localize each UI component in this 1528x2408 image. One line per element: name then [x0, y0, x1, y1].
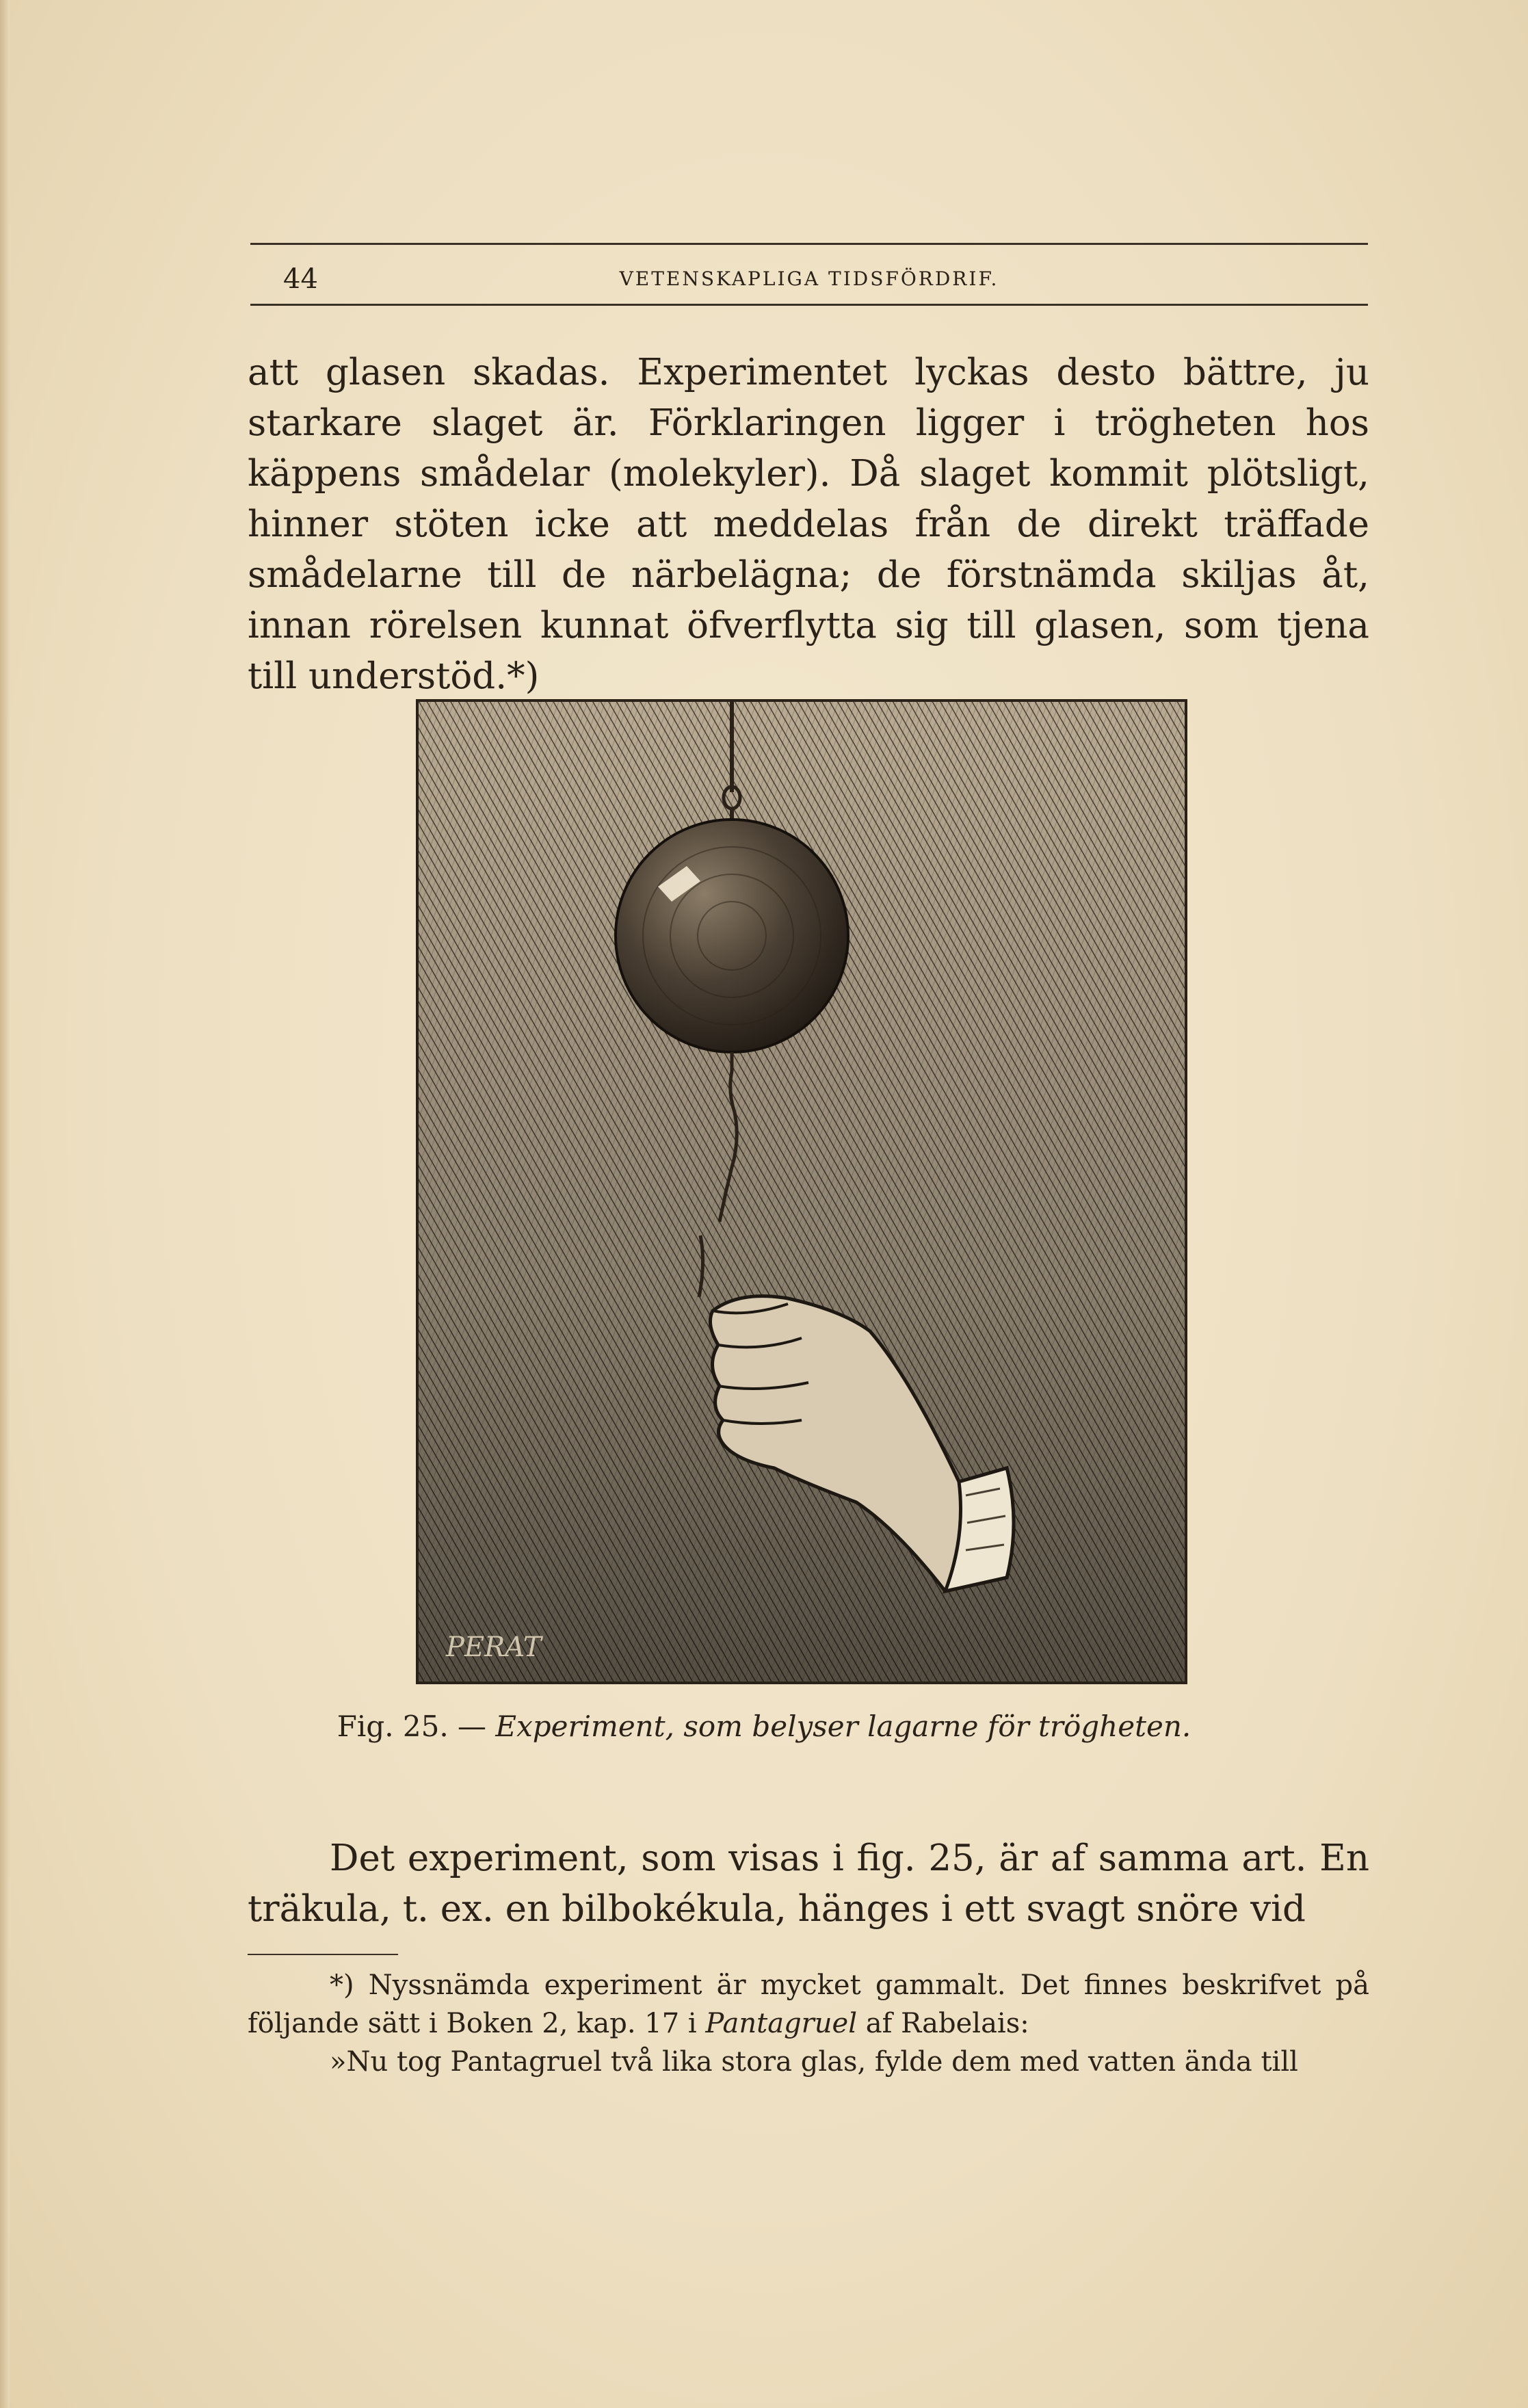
footnote-rule: [248, 1954, 398, 1955]
running-title: VETENSKAPLIGA TIDSFÖRDRIF.: [619, 267, 999, 290]
engraver-signature: PERAT: [446, 1632, 542, 1663]
footnotes: [248, 1966, 1369, 2081]
engraving-illustration: [419, 702, 1185, 1681]
caption-text: Experiment, som belyser lagarne för trögheten.: [495, 1710, 1191, 1743]
footnote-after-title: af Rabelais:: [857, 2008, 1029, 2039]
footnote-text: *) Nyssnämda experiment är mycket gammalt. Det finnes beskrifvet på följande sätt i Boken 2, kap. 17 i: [248, 1969, 1369, 2039]
footnote-work-title: Pantagruel: [705, 2008, 858, 2039]
figure-25-engraving: [416, 699, 1187, 1684]
page-edge: [0, 0, 10, 2408]
page-number: 44: [283, 263, 318, 295]
caption-label: Fig. 25. —: [337, 1710, 496, 1743]
paragraph-1: [248, 348, 1369, 702]
footnote-1: [248, 1966, 1369, 2043]
paragraph-2: [248, 1833, 1369, 1935]
page-header: [250, 259, 1368, 300]
paragraph-1-text: att glasen skadas. Experimentet lyckas desto bättre, ju starkare slaget är. Förklaringen ligger i trögheten hos käppens smådelar (molekyler). Då slaget kommit plötsligt, hinner stöten icke att meddelas från de direkt träffade smådelarne till de närbelägna; de förstnämda skiljas åt, innan rörelsen kunnat öfverflytta sig till glasen, som tjena till understöd.*): [248, 352, 1369, 697]
header-top-rule: [250, 243, 1368, 245]
footnote-quote: »Nu tog Pantagruel två lika stora glas, fylde dem med vatten ända till: [330, 2046, 1298, 2078]
header-bottom-rule: [250, 304, 1368, 306]
figure-caption: [0, 1706, 1528, 1747]
wooden-ball: [616, 820, 848, 1052]
paragraph-2-text: Det experiment, som visas i fig. 25, är af samma art. En träkula, t. ex. en bilbokékula, hänges i ett svagt snöre vid: [248, 1837, 1369, 1930]
